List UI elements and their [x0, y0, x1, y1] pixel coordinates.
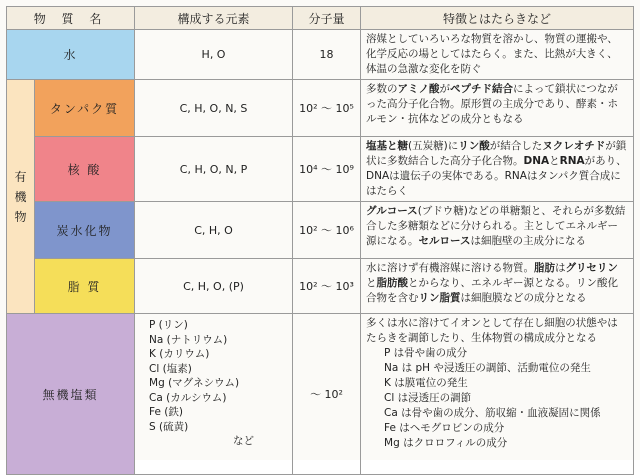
mw-protein: 10² ～ 10⁵	[293, 80, 361, 137]
element-item: S (硫黄)	[149, 420, 189, 433]
elements-water: H, O	[135, 30, 293, 80]
table-header-row	[7, 7, 634, 30]
desc-item: K は膜電位の発生	[384, 377, 468, 389]
organic-char-3: 物	[14, 209, 27, 224]
desc-nucleic-acid: 塩基と糖(五炭糖)にリン酸が結合したヌクレオチドが鎖状に多数結合した高分子化合物。DNAとRNAがあり、DNAは遺伝子の実体である。RNAはタンパク質合成にはたらく	[361, 137, 634, 202]
header-features: 特徴とはたらきなど	[361, 7, 634, 30]
table-row-carbohydrate	[7, 202, 634, 259]
header-elements: 構成する元素	[135, 7, 293, 30]
desc-intro: 多くは水に溶けてイオンとして存在し細胞の状態やはたらきを調節したり、生体物質の構成成分となる	[366, 317, 618, 344]
mw-lipid: 10² ～ 10³	[293, 259, 361, 314]
desc-carbohydrate: グルコース(ブドウ糖)などの単糖類と、それらが多数結合した多糖類などに分けられる。主としてエネルギー源になる。セルロースは細胞壁の主成分になる	[361, 202, 634, 259]
table-row-lipid	[7, 259, 634, 314]
elements-lipid: C, H, O, (P)	[135, 259, 293, 314]
elements-carbohydrate: C, H, O	[135, 202, 293, 259]
organic-char-1: 有	[14, 169, 27, 184]
name-protein: タンパク質	[35, 80, 135, 137]
desc-item: Mg はクロロフィルの成分	[384, 437, 508, 449]
elements-inorganic-salts	[135, 314, 293, 475]
elements-etc: など	[233, 435, 255, 447]
mw-nucleic-acid: 10⁴ ～ 10⁹	[293, 137, 361, 202]
desc-item: Cl は浸透圧の調節	[384, 392, 472, 404]
desc-item: Ca は骨や歯の成分、筋収縮・血液凝固に関係	[384, 407, 601, 419]
element-item: Cl (塩素)	[149, 362, 192, 375]
header-molecular-weight: 分子量	[293, 7, 361, 30]
name-inorganic-salts: 無機塩類	[7, 314, 135, 475]
elements-nucleic-acid: C, H, O, N, P	[135, 137, 293, 202]
name-water: 水	[7, 30, 135, 80]
element-item: Mg (マグネシウム)	[149, 377, 240, 389]
name-nucleic-acid: 核 酸	[35, 137, 135, 202]
desc-water: 溶媒としていろいろな物質を溶かし、物質の運搬や、化学反応の場としてはたらく。また、比熱が大きく、体温の急激な変化を防ぐ	[361, 30, 634, 80]
desc-protein: 多数のアミノ酸がペプチド結合によって鎖状につながった高分子化合物。原形質の主成分であり、酵素・ホルモン・抗体などの成分ともなる	[361, 80, 634, 137]
element-item: P (リン)	[149, 319, 188, 331]
name-carbohydrate: 炭水化物	[35, 202, 135, 259]
table-row-water	[7, 30, 634, 80]
table-row-inorganic-salts	[7, 314, 634, 475]
desc-item: Fe はヘモグロビンの成分	[384, 422, 505, 434]
elements-protein: C, H, O, N, S	[135, 80, 293, 137]
header-substance-name: 物 質 名	[7, 7, 135, 30]
organic-group-label	[7, 80, 35, 314]
mw-water: 18	[293, 30, 361, 80]
desc-inorganic-salts	[361, 314, 634, 475]
element-item: Ca (カルシウム)	[149, 391, 227, 404]
table-row-protein	[7, 80, 634, 137]
organic-char-2: 機	[14, 189, 27, 204]
mw-inorganic-salts: ～ 10²	[293, 314, 361, 475]
element-item: K (カリウム)	[149, 348, 210, 360]
element-item: Fe (鉄)	[149, 406, 183, 418]
name-lipid: 脂 質	[35, 259, 135, 314]
desc-item: Na は pH や浸透圧の調節、活動電位の発生	[384, 362, 591, 374]
mw-carbohydrate: 10² ～ 10⁶	[293, 202, 361, 259]
substances-table	[6, 6, 634, 475]
desc-lipid: 水に溶けず有機溶媒に溶ける物質。脂肪はグリセリンと脂肪酸とからなり、エネルギー源となる。リン酸化合物を含むリン脂質は細胞膜などの成分となる	[361, 259, 634, 314]
desc-item: P は骨や歯の成分	[384, 347, 468, 359]
table-row-nucleic-acid	[7, 137, 634, 202]
element-item: Na (ナトリウム)	[149, 333, 228, 346]
